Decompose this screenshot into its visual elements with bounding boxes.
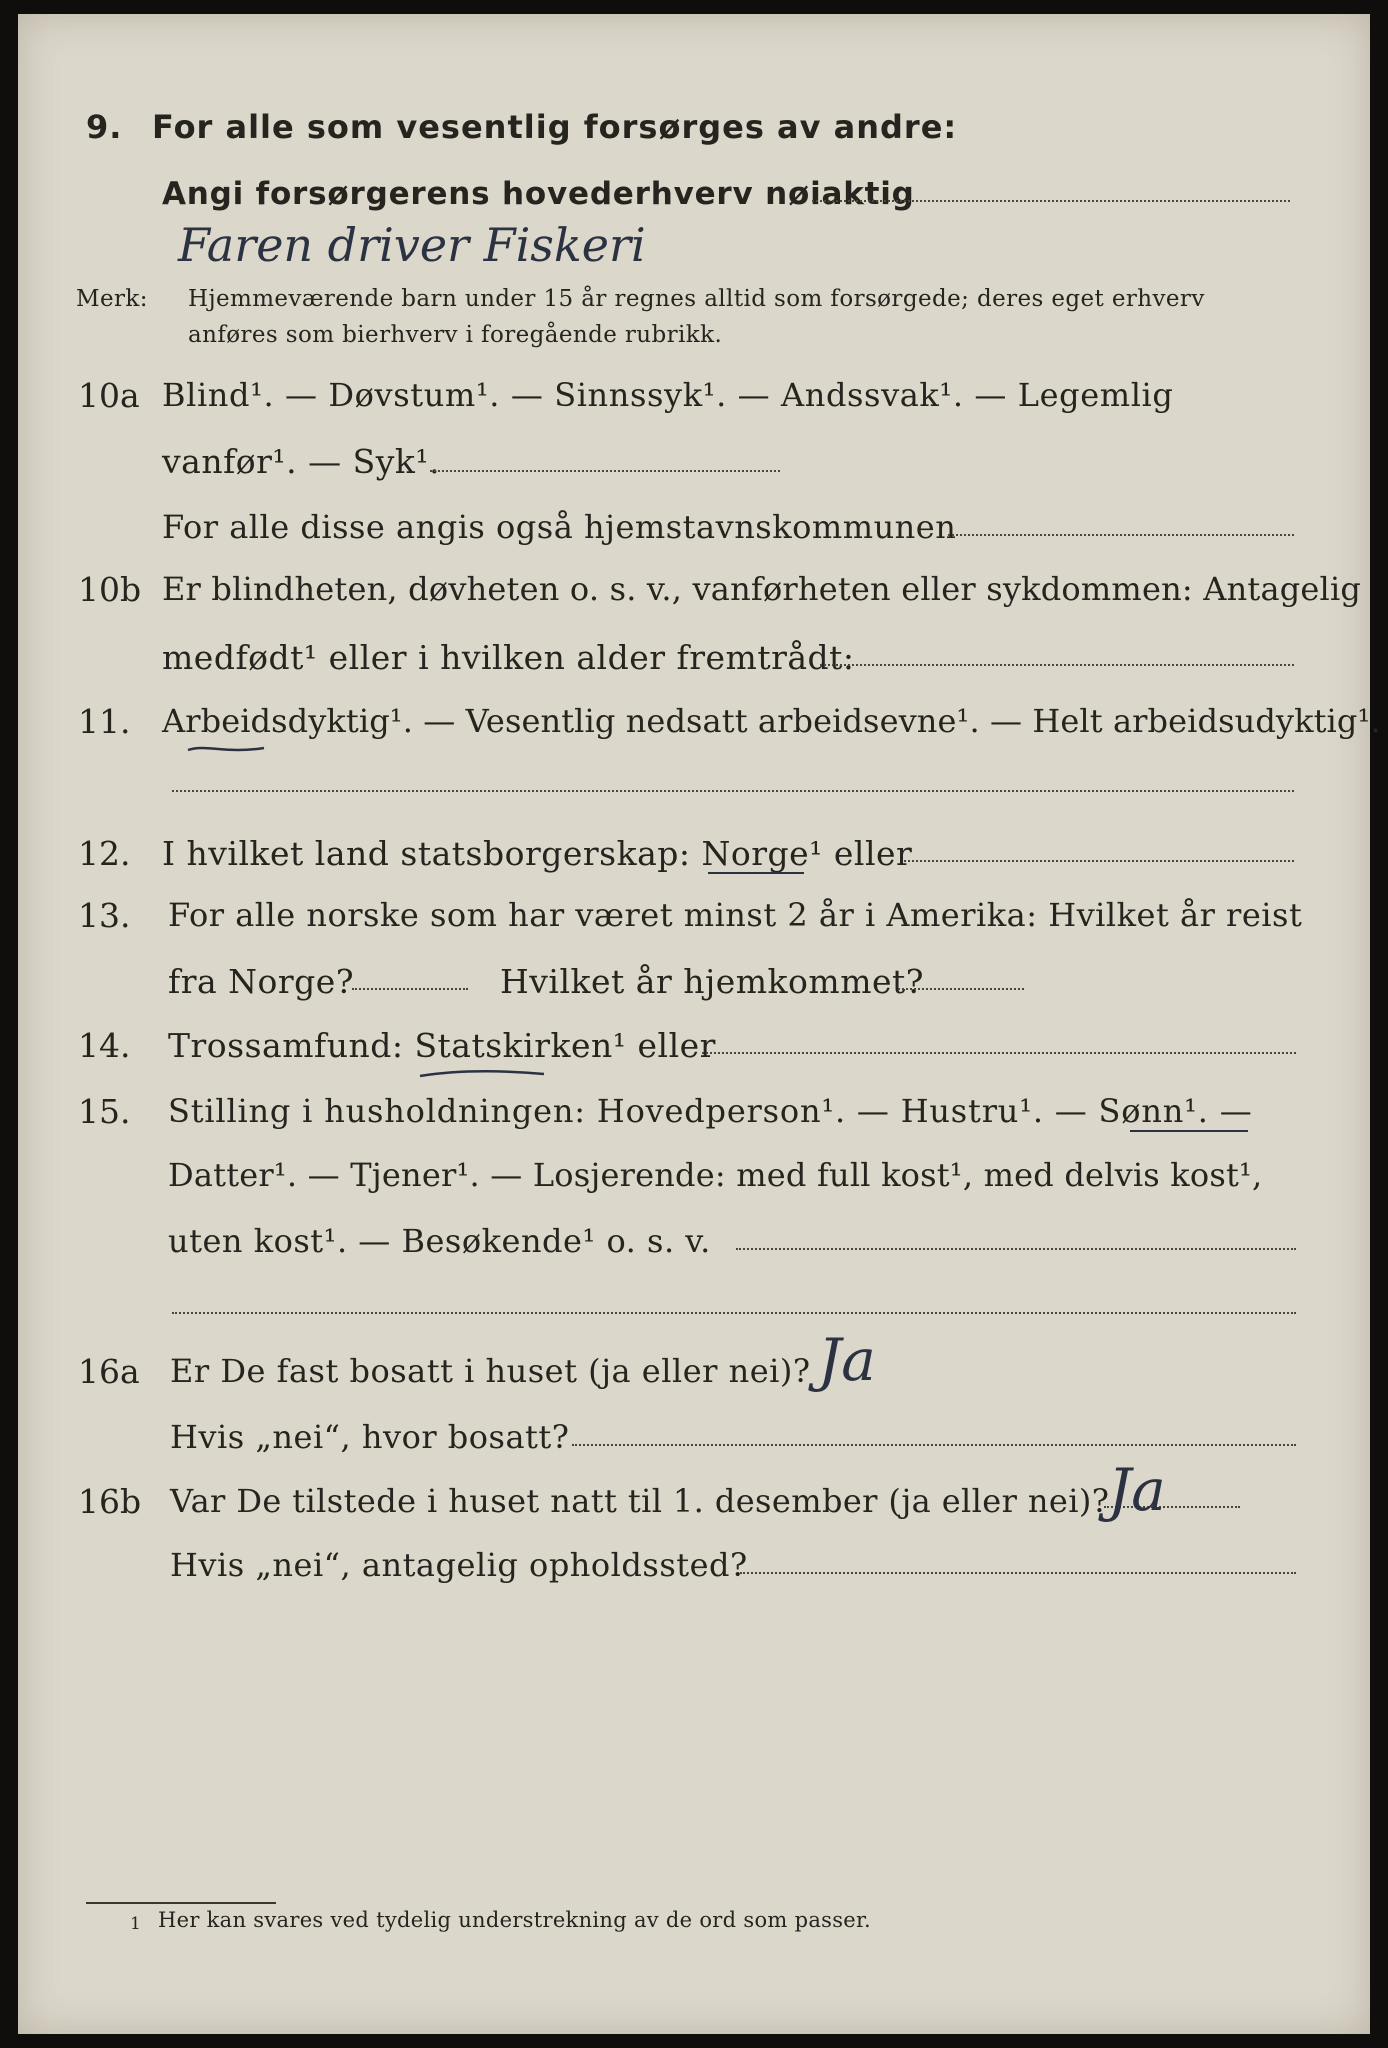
q10b-number: 10b: [78, 570, 142, 609]
q12-norge-underline: [708, 872, 804, 874]
q10a-number: 10a: [78, 376, 140, 415]
census-form-page: [18, 14, 1370, 2034]
q14-answer-line: [702, 1052, 1296, 1054]
q13-reist-line: [352, 988, 468, 990]
q10a-hjemstavn-line: [948, 534, 1294, 536]
q11-line-1: Arbeidsdyktig¹. — Vesentlig nedsatt arbeidsevne¹. — Helt arbeidsudyktig¹.: [162, 702, 1381, 740]
q13-hjemkommet-line: [898, 988, 1024, 990]
q10b-line-1: Er blindheten, døvheten o. s. v., vanførheten eller sykdommen: Antagelig: [162, 570, 1362, 608]
q16a-number: 16a: [78, 1352, 140, 1391]
q15-answer-line: [736, 1248, 1296, 1250]
q10a-answer-line: [430, 470, 780, 472]
q16b-handwritten-answer: Ja: [1108, 1456, 1166, 1524]
q12-answer-line: [904, 860, 1294, 862]
q9-prompt: Angi forsørgerens hovederhverv nøiaktig: [162, 176, 915, 212]
merk-line-2: anføres som bierhverv i foregående rubrikk.: [188, 322, 723, 348]
q9-number: 9.: [86, 108, 123, 146]
q16b-line-2: Hvis „nei“, antagelig opholdssted?: [170, 1546, 748, 1584]
footnote-rule: [86, 1902, 276, 1904]
q15-sonn-underline: [1130, 1130, 1248, 1132]
q10a-line-2: vanfør¹. — Syk¹.: [162, 442, 441, 481]
q16b-number: 16b: [78, 1482, 142, 1521]
q15-line-1: Stilling i husholdningen: Hovedperson¹. — Hustru¹. — Sønn¹. —: [168, 1092, 1253, 1130]
q16a-line-1: Er De fast bosatt i huset (ja eller nei)?: [170, 1352, 811, 1390]
q16a-line-2: Hvis „nei“, hvor bosatt?: [170, 1418, 570, 1456]
q9-handwritten-answer: Faren driver Fiskeri: [178, 218, 646, 272]
merk-line-1: Hjemmeværende barn under 15 år regnes alltid som forsørgede; deres eget erhverv: [188, 286, 1205, 312]
q16b-line-1: Var De tilstede i huset natt til 1. desember (ja eller nei)?: [170, 1482, 1110, 1520]
q9-answer-line: [812, 200, 1290, 202]
q16a-handwritten-answer: Ja: [818, 1326, 876, 1394]
footnote-text: Her kan svares ved tydelig understrekning av de ord som passer.: [158, 1908, 872, 1932]
q9-title: For alle som vesentlig forsørges av andre:: [152, 108, 958, 146]
q13-line-1: For alle norske som har været minst 2 år i Amerika: Hvilket år reist: [168, 896, 1303, 934]
q16a-answer-line: [572, 1444, 1296, 1446]
q16b-opholdssted-line: [740, 1572, 1296, 1574]
footnote-mark: 1: [130, 1914, 141, 1934]
q10b-line-2: medfødt¹ eller i hvilken alder fremtrådt:: [162, 638, 855, 677]
q11-answer-line: [172, 790, 1294, 792]
q15-extra-line: [172, 1312, 1296, 1314]
q13-line-2b: Hvilket år hjemkommet?: [500, 962, 924, 1001]
q10a-line-3: For alle disse angis også hjemstavnskommunen: [162, 508, 957, 546]
q14-number: 14.: [78, 1026, 131, 1065]
q10a-line-1: Blind¹. — Døvstum¹. — Sinnssyk¹. — Andssvak¹. — Legemlig: [162, 376, 1174, 414]
q11-arbeidsdyktig-underline: [186, 742, 266, 756]
q10b-answer-line: [820, 664, 1294, 666]
q13-number: 13.: [78, 896, 131, 935]
q15-line-2: Datter¹. — Tjener¹. — Losjerende: med full kost¹, med delvis kost¹,: [168, 1156, 1263, 1194]
q12-line-1: I hvilket land statsborgerskap: Norge¹ eller: [162, 834, 913, 873]
q14-statskirken-underline: [418, 1066, 546, 1080]
q14-line-1: Trossamfund: Statskirken¹ eller: [168, 1026, 716, 1065]
q13-line-2a: fra Norge?: [168, 962, 355, 1001]
q11-number: 11.: [78, 702, 131, 741]
q15-number: 15.: [78, 1092, 131, 1131]
merk-label: Merk:: [76, 286, 148, 312]
q15-line-3: uten kost¹. — Besøkende¹ o. s. v.: [168, 1222, 711, 1260]
q12-number: 12.: [78, 834, 131, 873]
